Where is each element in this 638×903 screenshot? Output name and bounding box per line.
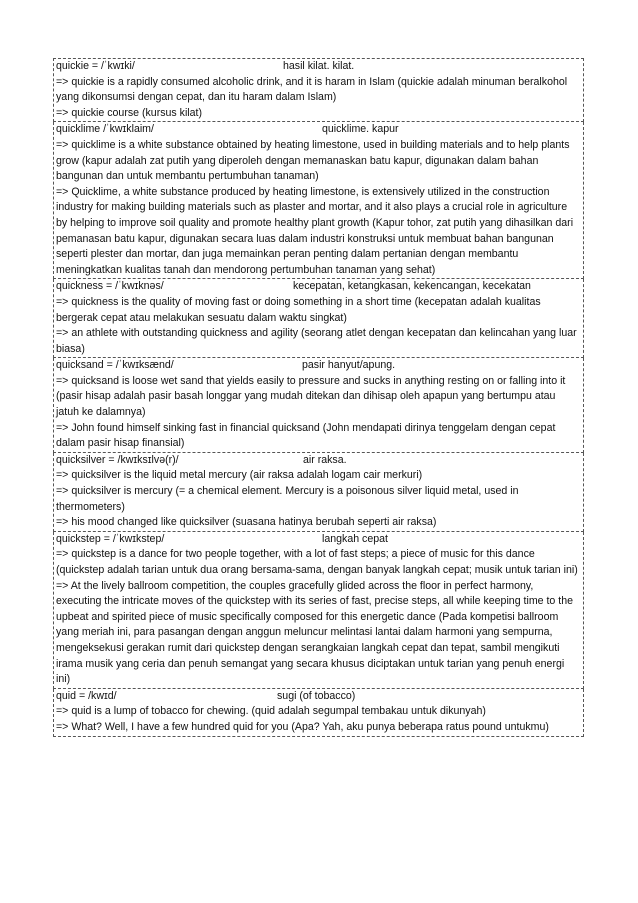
definition-line: => quickness is the quality of moving fast or doing something in a short time (kecepatan adalah kualitas bergerak cepat atau melakukan sesuatu dalam waktu singkat) xyxy=(56,295,541,324)
entry-heading xyxy=(56,689,581,705)
entry-heading xyxy=(56,279,581,295)
example-line: => What? Well, I have a few hundred quid for you (Apa? Yah, aku punya beberapa ratus pound untukmu) xyxy=(56,720,549,733)
definition-line: => quicksand is loose wet sand that yields easily to pressure and sucks in anything resting on or falling into it (pasir hisap adalah pasir basah longgar yang mudah ditekan dan dihisap oleh apapun yang bertumpu atau jatuh ke dalamnya) xyxy=(56,374,566,419)
entry-heading xyxy=(56,532,581,548)
vocabulary-table xyxy=(53,58,584,737)
entry-quicksilver xyxy=(54,452,584,531)
headword: quickstep = /ˈkwɪkstep/ xyxy=(56,532,165,545)
headword: quickness = /ˈkwɪknəs/ xyxy=(56,280,164,293)
example-line: => John found himself sinking fast in financial quicksand (John mendapati dirinya tenggelam dengan cepat dalam pasir hisap finansial) xyxy=(56,421,556,450)
entry-heading xyxy=(56,453,581,469)
entry-heading xyxy=(56,122,581,138)
entry-quickstep xyxy=(54,531,584,688)
headword: quid = /kwɪd/ xyxy=(56,689,117,702)
example-line: => his mood changed like quicksilver (suasana hatinya berubah seperti air raksa) xyxy=(56,516,437,529)
entry-quickie xyxy=(54,59,584,122)
headword-meaning: sugi (of tobacco) xyxy=(277,689,356,702)
example-line: => At the lively ballroom competition, the couples gracefully glided across the floor in perfect harmony, executing the intricate moves of the quickstep with its series of fast, precise steps, all while keeping time to the upbeat and spirited piece of music specifically composed for this energetic dance (Pada kompetisi ballroom yang meriah ini, para pasangan dengan anggun meluncur melintasi lantai dalam harmoni yang sempurna, mengeksekusi gerakan rumit dari quickstep dengan serangkaian langkah cepat dan tepat, sambil mengikuti irama musik yang ceria dan penuh semangat yang secara khusus diciptakan untuk tarian yang penuh energi ini) xyxy=(56,579,573,686)
definition-line: => quid is a lump of tobacco for chewing. (quid adalah segumpal tembakau untuk dikunyah) xyxy=(56,705,486,718)
entry-heading xyxy=(56,59,581,75)
definition-line: => quickstep is a dance for two people together, with a lot of fast steps; a piece of music for this dance (quickstep adalah tarian untuk dua orang bersama-sama, dengan banyak langkah cepat; musik untuk tarian ini) xyxy=(56,548,578,576)
headword-meaning: air raksa. xyxy=(303,453,347,466)
entry-quid xyxy=(54,688,584,736)
entry-heading xyxy=(56,358,581,374)
headword-meaning: kecepatan, ketangkasan, kekencangan, kecekatan xyxy=(293,280,531,293)
example-line: => an athlete with outstanding quickness and agility (seorang atlet dengan kecepatan dan kelincahan yang luar biasa) xyxy=(56,327,577,355)
definition-line: => quicklime is a white substance obtained by heating limestone, used in building materials and to help plants grow (kapur adalah zat putih yang diperoleh dengan memanaskan batu kapur, digunakan dalam bahan bangunan dan untuk membantu pertumbuhan tanaman) xyxy=(56,138,570,183)
headword-meaning: langkah cepat xyxy=(322,532,388,545)
entry-quicklime xyxy=(54,122,584,279)
definition-line: => quicksilver is mercury (= a chemical element. Mercury is a poisonous silver liquid metal, used in thermometers) xyxy=(56,485,519,513)
headword: quickie = /ˈkwɪki/ xyxy=(56,60,135,72)
headword: quicksilver = /kwɪksɪlvə(r)/ xyxy=(56,453,179,466)
entry-quicksand xyxy=(54,358,584,453)
headword: quicklime /ˈkwɪklaim/ xyxy=(56,123,154,136)
headword-meaning: quicklime. kapur xyxy=(322,123,399,136)
headword: quicksand = /ˈkwɪksænd/ xyxy=(56,359,174,372)
entry-quickness xyxy=(54,279,584,358)
definition-line: => quicksilver is the liquid metal mercury (air raksa adalah logam cair merkuri) xyxy=(56,469,423,482)
example-line: => Quicklime, a white substance produced by heating limestone, is extensively utilized in the construction industry for making building materials such as plaster and mortar, and it also plays a crucial role in agriculture by helping to improve soil quality and promote healthy plant growth (Kapur tohor, zat putih yang dihasilkan dari pemanasan batu kapur, digunakan secara luas dalam industri konstruksi untuk membuat bahan bangunan seperti plester dan mortar, dan juga memainkan peran penting dalam pertanian dengan membantu meningkatkan kualitas tanah dan mendorong pertumbuhan tanaman yang sehat) xyxy=(56,185,574,276)
headword-meaning: pasir hanyut/apung. xyxy=(302,359,396,372)
example-line: => quickie course (kursus kilat) xyxy=(56,106,203,119)
headword-meaning: hasil kilat. kilat. xyxy=(283,60,355,72)
definition-line: => quickie is a rapidly consumed alcoholic drink, and it is haram in Islam (quickie adalah minuman beralkohol yang dikonsumsi dengan cepat, dan itu haram dalam Islam) xyxy=(56,75,568,104)
